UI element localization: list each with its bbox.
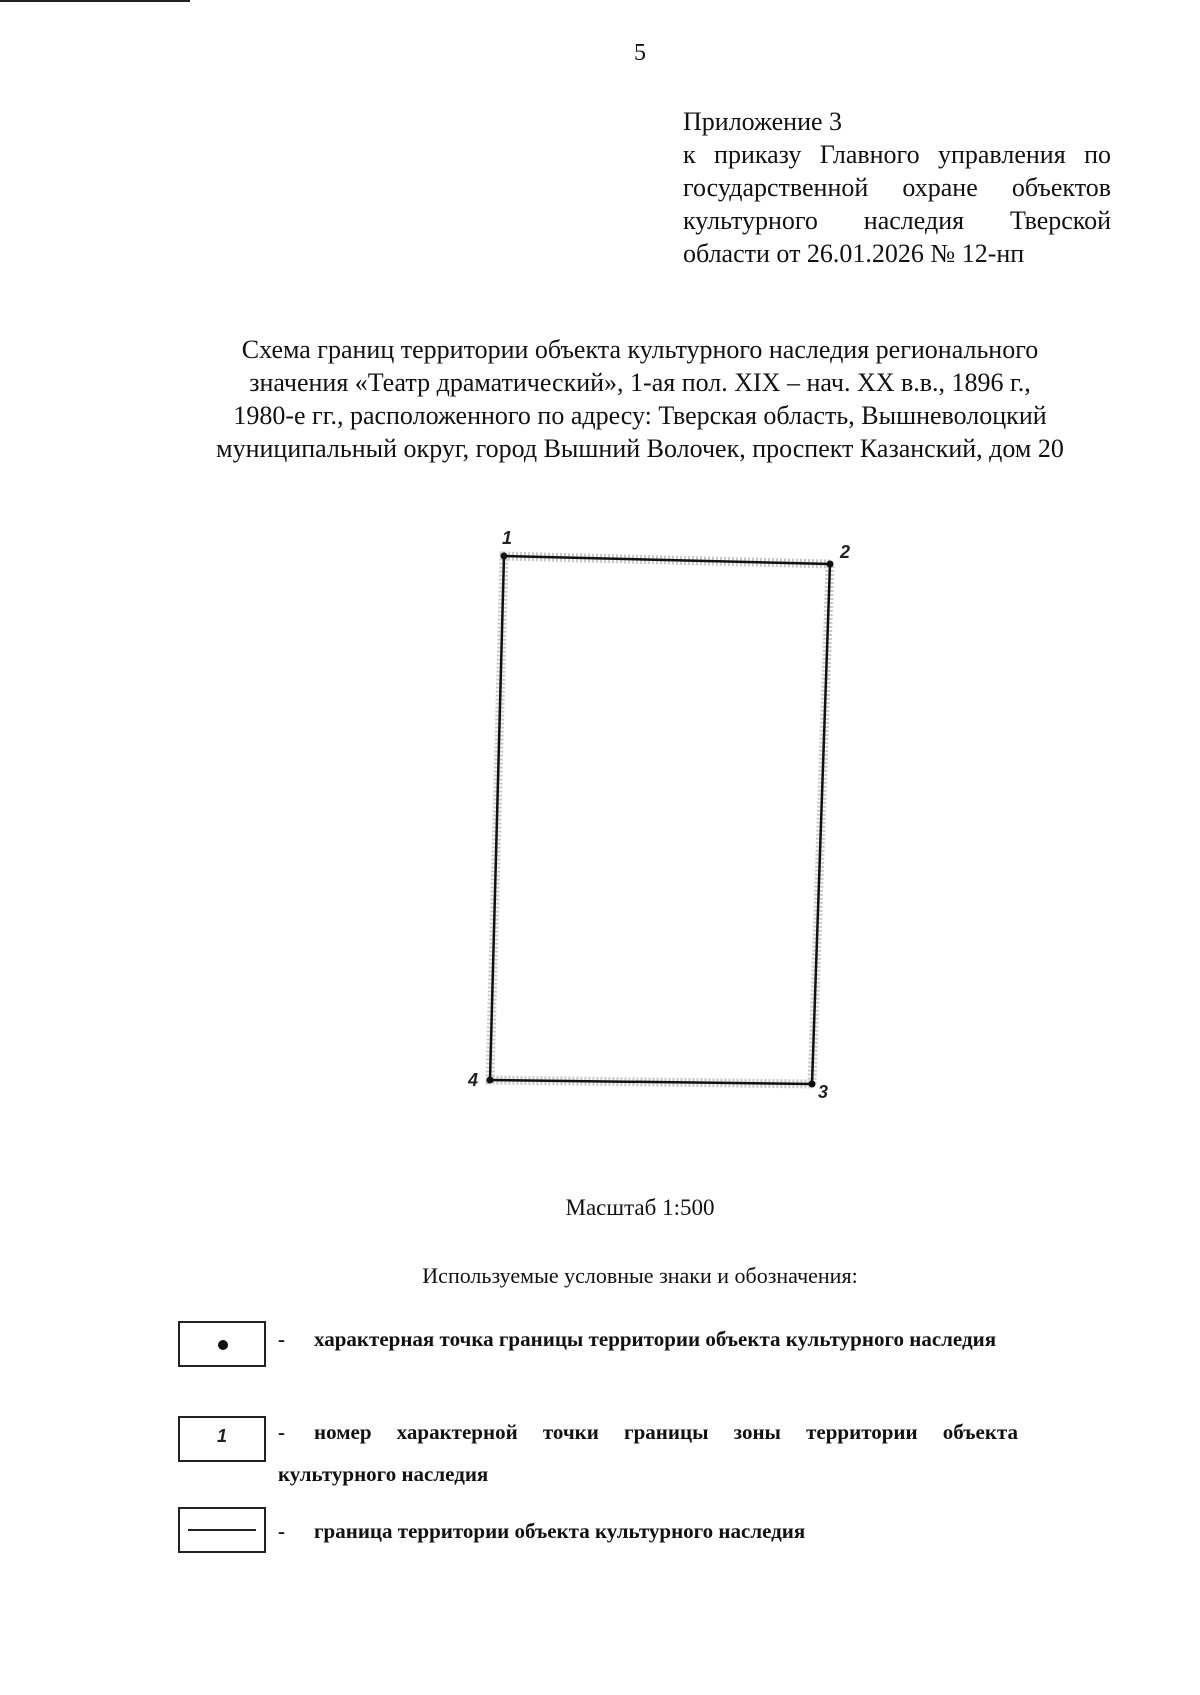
appendix-body: к приказу Главного управления по государственной охране объектов культурного наследия Тверской области от 26.01.2026 № 12-нп: [683, 140, 1111, 268]
legend-text-number: номер характерной точки границы зоны территории объекта культурного наследия: [278, 1420, 1018, 1486]
scheme-title-line: 1980-е гг., расположенного по адресу: Тверская область, Вышневолоцкий: [233, 401, 1047, 430]
boundary-point-dot-icon: [218, 1340, 228, 1350]
appendix-title: Приложение 3: [683, 107, 843, 136]
territory-boundary-plan: [450, 520, 870, 1120]
legend-symbol-number: [178, 1416, 266, 1462]
legend-dash: -: [278, 1519, 285, 1543]
boundary-line-icon: [188, 1529, 256, 1531]
legend-symbol-point: [178, 1321, 266, 1367]
boundary-point-label-1: 1: [502, 528, 513, 548]
boundary-point-4: [487, 1077, 494, 1084]
boundary-point-1: [501, 553, 508, 560]
legend-symbol-line: [178, 1507, 266, 1553]
legend-item-line: [278, 1516, 1018, 1546]
legend-dash: -: [278, 1420, 285, 1444]
legend-text-line: граница территории объекта культурного наследия: [314, 1519, 806, 1543]
territory-boundary-line: [490, 556, 830, 1084]
boundary-point-label-3: 3: [818, 1082, 829, 1102]
scheme-title-line: муниципальный округ, город Вышний Волочек, проспект Казанский, дом 20: [216, 434, 1064, 463]
appendix-header: [683, 105, 1111, 270]
scheme-title-line: значения «Театр драматический», 1-ая пол. XIX – нач. XX в.в., 1896 г.,: [249, 368, 1031, 397]
boundary-halo: [490, 556, 830, 1084]
boundary-point-2: [827, 561, 834, 568]
boundary-point-label-4: 4: [468, 1070, 479, 1090]
boundary-point-label-2: 2: [840, 542, 851, 562]
page-number: 5: [634, 40, 646, 66]
legend-dash: -: [278, 1327, 285, 1351]
legend-item-point: [278, 1318, 1018, 1360]
legend-text-point: характерная точка границы территории объекта культурного наследия: [314, 1327, 997, 1351]
scale-label: Масштаб 1:500: [565, 1195, 715, 1220]
legend-title: Используемые условные знаки и обозначения:: [422, 1263, 858, 1288]
scheme-title-line: Схема границ территории объекта культурного наследия регионального: [241, 335, 1039, 364]
scheme-title: [150, 333, 1130, 465]
legend-item-number: [278, 1411, 1018, 1495]
boundary-point-3: [809, 1081, 816, 1088]
point-number-icon: 1: [216, 1426, 227, 1446]
page-top-rule: [0, 0, 190, 2]
boundary-plan-svg: [450, 520, 870, 1120]
